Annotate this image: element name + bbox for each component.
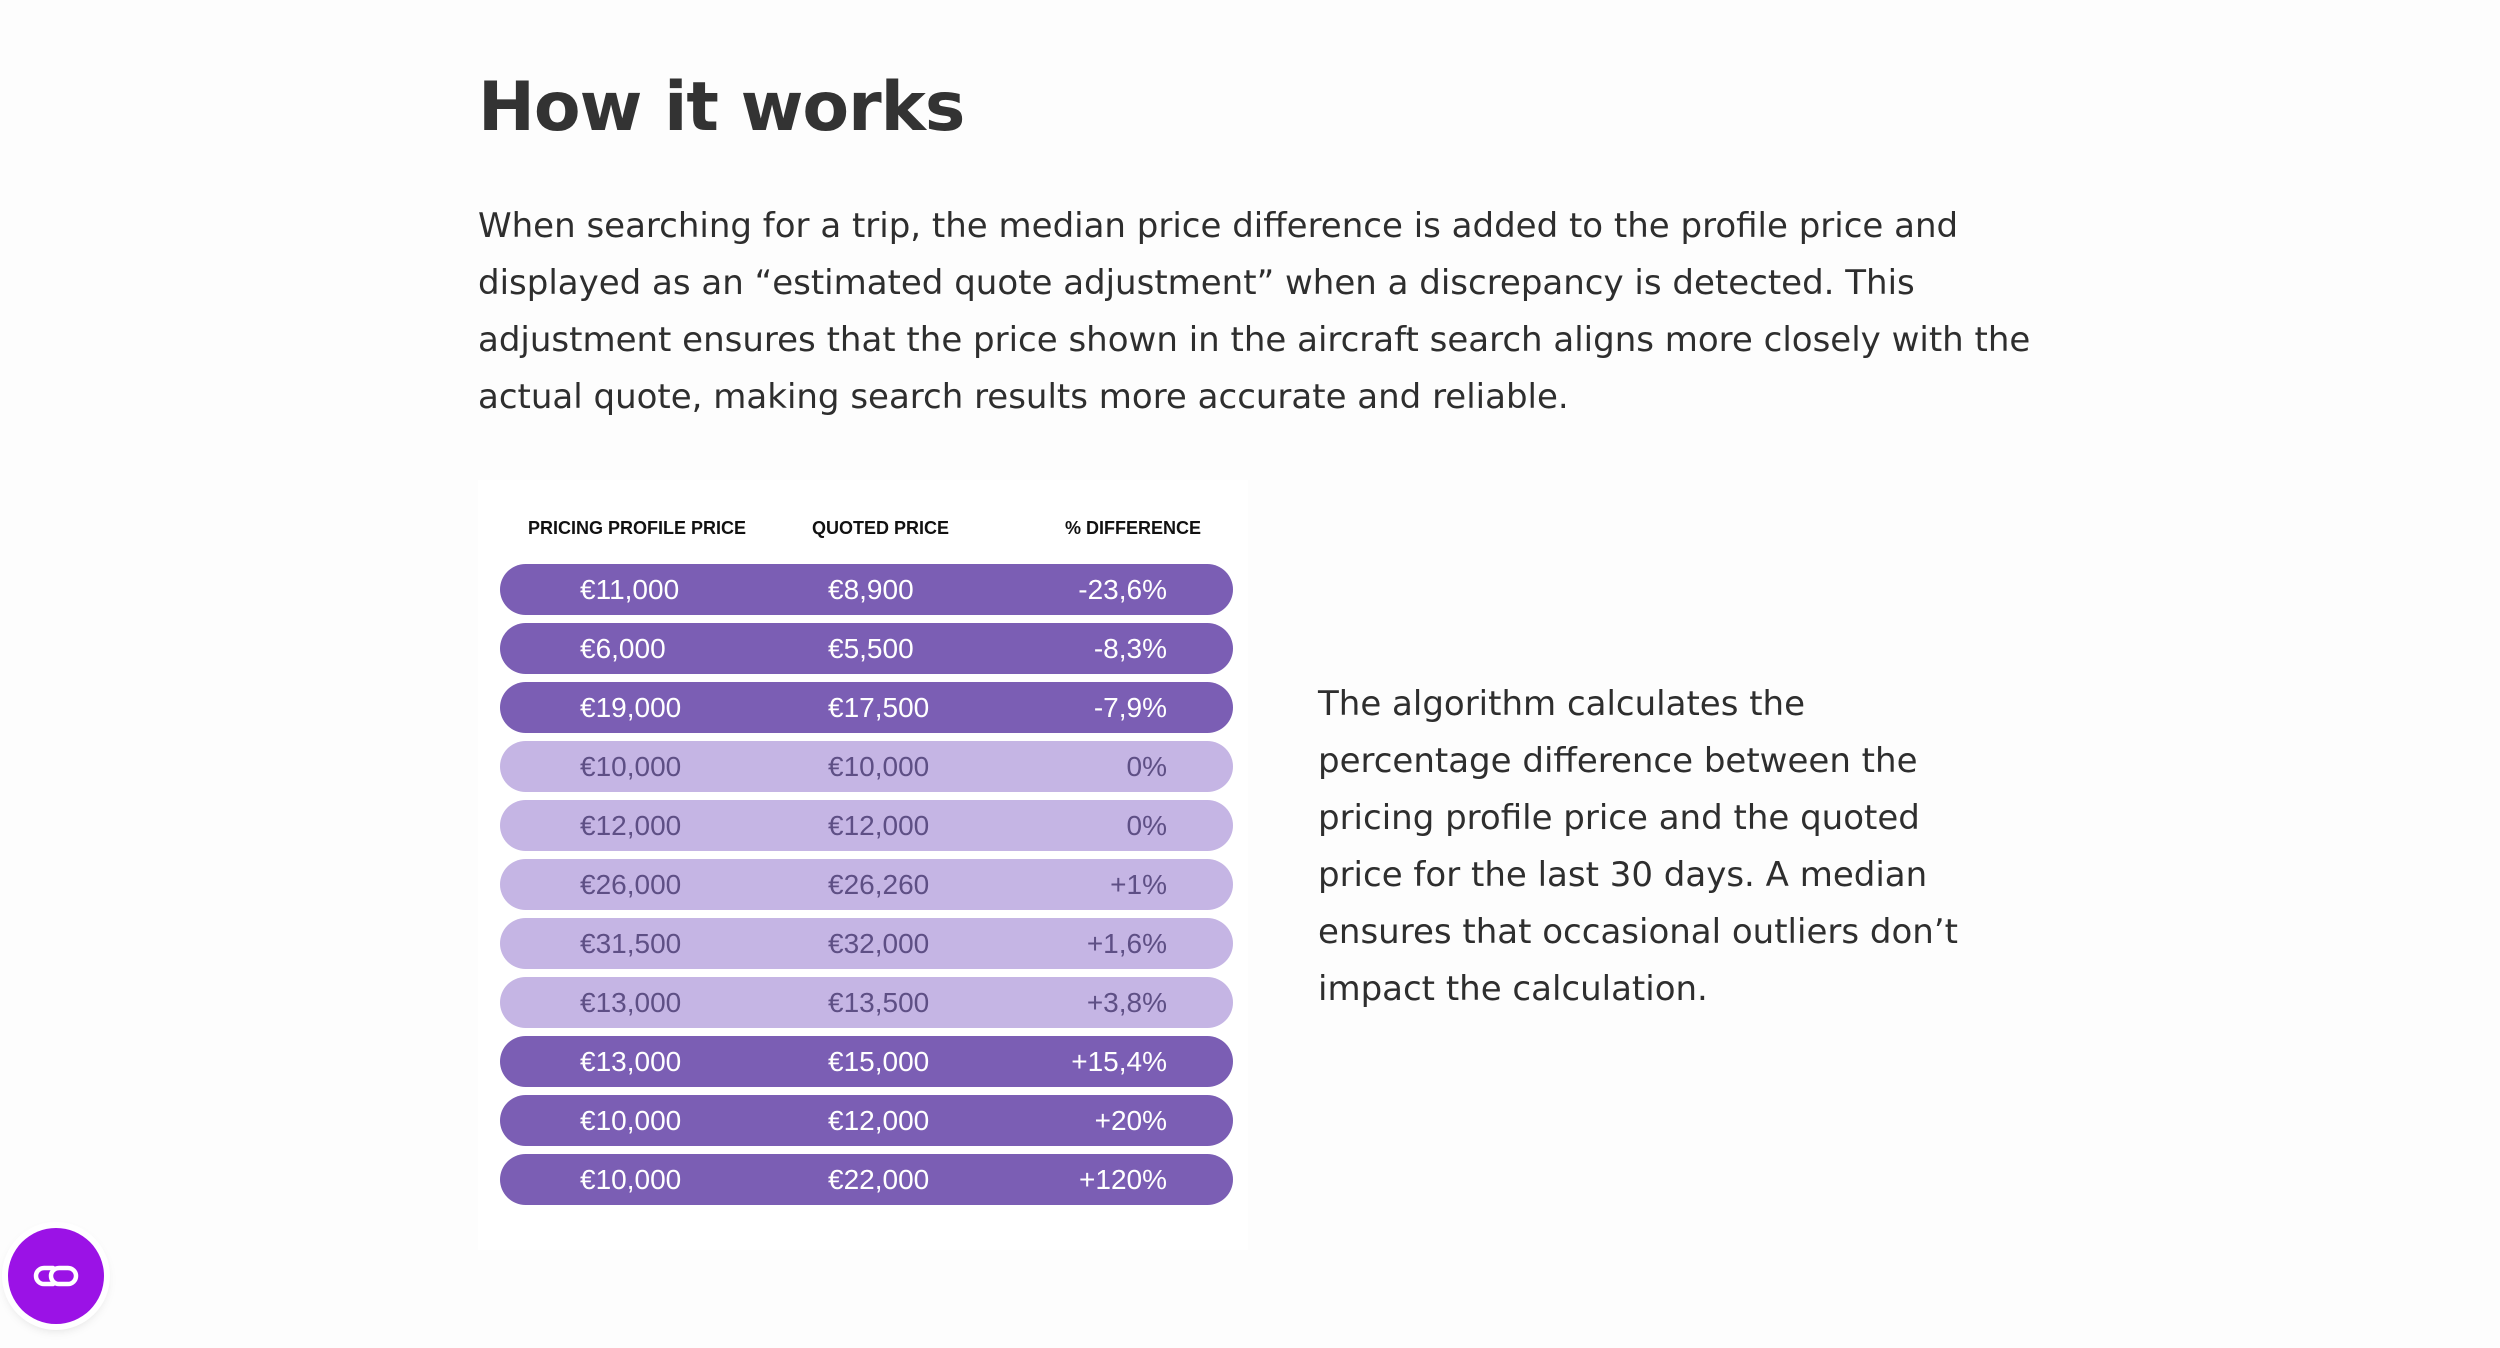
table-row [500, 741, 1233, 792]
chat-widget-button[interactable] [8, 1228, 104, 1324]
cell-percent-difference: +20% [1094, 1105, 1167, 1136]
table-row [500, 918, 1233, 969]
intro-paragraph: When searching for a trip, the median price difference is added to the profile price and displayed as an “estimated quote adjustment” when a discrepancy is detected. This adjustment ensures that the price shown in the aircraft search aligns more closely with the actual quote, making search results more accurate and reliable. [478, 206, 2031, 417]
cell-pricing-profile-price: €10,000 [580, 1164, 682, 1195]
cell-quoted-price: €5,500 [828, 633, 914, 664]
cell-percent-difference: +1% [1110, 869, 1167, 900]
cell-quoted-price: €17,500 [828, 692, 930, 723]
algorithm-explanation: The algorithm calculates the percentage difference between the pricing profile price and the quoted price for the last 30 days. A median ensures that occasional outliers don’t impact the calculation. [1318, 684, 1958, 1009]
cell-quoted-price: €8,900 [828, 574, 914, 605]
cell-quoted-price: €13,500 [828, 987, 930, 1018]
cell-pricing-profile-price: €13,000 [580, 1046, 682, 1077]
cell-pricing-profile-price: €12,000 [580, 810, 682, 841]
cell-quoted-price: €12,000 [828, 1105, 930, 1136]
table-row [500, 1095, 1233, 1146]
cell-percent-difference: +3,8% [1086, 987, 1167, 1018]
table-row [500, 564, 1233, 615]
cell-percent-difference: +15,4% [1071, 1046, 1167, 1077]
table-row [500, 682, 1233, 733]
cell-percent-difference: -8,3% [1093, 633, 1167, 664]
cell-quoted-price: €32,000 [828, 928, 930, 959]
table-row [500, 1154, 1233, 1205]
table-row [500, 859, 1233, 910]
price-comparison-table [478, 480, 1248, 1250]
table-row [500, 1036, 1233, 1087]
cell-quoted-price: €26,260 [828, 869, 930, 900]
cell-percent-difference: -23,6% [1078, 574, 1167, 605]
page-title: How it works [478, 68, 965, 147]
table-row [500, 800, 1233, 851]
cell-quoted-price: €15,000 [828, 1046, 930, 1077]
cell-pricing-profile-price: €10,000 [580, 751, 682, 782]
cell-pricing-profile-price: €11,000 [580, 574, 680, 605]
cell-pricing-profile-price: €6,000 [580, 633, 666, 664]
cell-pricing-profile-price: €10,000 [580, 1105, 682, 1136]
header-quoted-price: QUOTED PRICE [812, 518, 950, 538]
table-rows [500, 564, 1233, 1213]
cell-pricing-profile-price: €19,000 [580, 692, 682, 723]
cell-quoted-price: €22,000 [828, 1164, 930, 1195]
cell-percent-difference: 0% [1126, 810, 1167, 841]
table-header [478, 518, 1248, 548]
header-pricing-profile-price: PRICING PROFILE PRICE [528, 518, 747, 538]
cell-percent-difference: +1,6% [1086, 928, 1167, 959]
cell-pricing-profile-price: €13,000 [580, 987, 682, 1018]
cell-pricing-profile-price: €31,500 [580, 928, 682, 959]
cell-quoted-price: €12,000 [828, 810, 930, 841]
header-percent-difference: % DIFFERENCE [1065, 518, 1202, 538]
cell-pricing-profile-price: €26,000 [580, 869, 682, 900]
cell-percent-difference: 0% [1126, 751, 1167, 782]
table-row [500, 977, 1233, 1028]
cell-percent-difference: +120% [1079, 1164, 1167, 1195]
table-row [500, 623, 1233, 674]
cell-percent-difference: -7,9% [1093, 692, 1167, 723]
link-chat-icon [31, 1263, 81, 1289]
cell-quoted-price: €10,000 [828, 751, 930, 782]
